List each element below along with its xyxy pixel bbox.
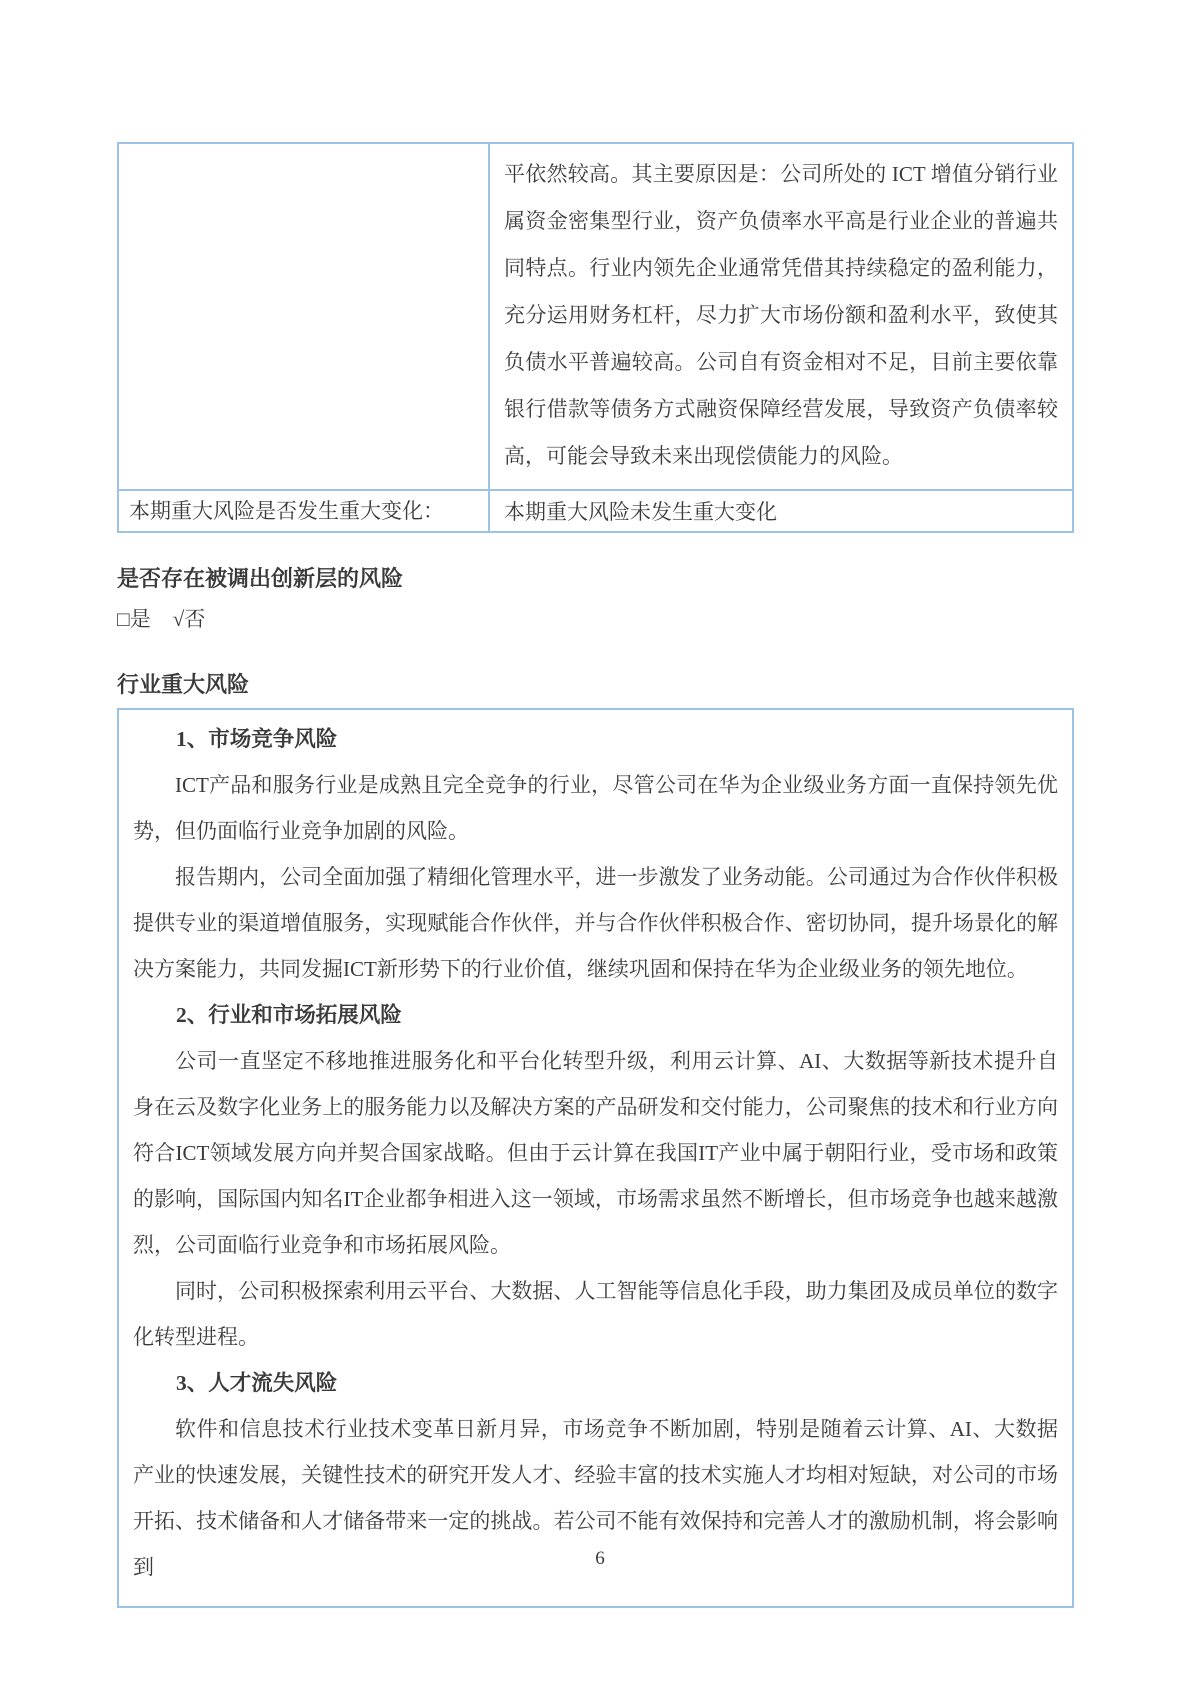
industry-risk-box [117, 708, 1074, 1608]
risk-paragraph: 软件和信息技术行业技术变革日新月异，市场竞争不断加剧，特别是随着云计算、AI、大数据产业的快速发展，关键性技术的研究开发人才、经验丰富的技术实施人才均相对短缺，对公司的市场开拓、技术储备和人才储备带来一定的挑战。若公司不能有效保持和完善人才的激励机制，将会影响到 [133, 1417, 1058, 1579]
option-yes [117, 603, 151, 635]
check-mark-icon: √ [172, 607, 185, 631]
risk-paragraph: 报告期内，公司全面加强了精细化管理水平，进一步激发了业务动能。公司通过为合作伙伴积极提供专业的渠道增值服务，实现赋能合作伙伴，并与合作伙伴积极合作、密切协同，提升场景化的解决方案能力，共同发掘ICT新形势下的行业价值，继续巩固和保持在华为企业级业务的领先地位。 [133, 865, 1058, 981]
page-number: 6 [595, 1548, 605, 1569]
risk-paragraph: 公司一直坚定不移地推进服务化和平台化转型升级，利用云计算、AI、大数据等新技术提升自身在云及数字化业务上的服务能力以及解决方案的产品研发和交付能力，公司聚焦的技术和行业方向符合ICT领域发展方向并契合国家战略。但由于云计算在我国IT产业中属于朝阳行业，受市场和政策的影响，国际国内知名IT企业都争相进入这一领域，市场需求虽然不断增长，但市场竞争也越来越激烈，公司面临行业竞争和市场拓展风险。 [133, 1049, 1058, 1257]
industry-risk-heading: 行业重大风险 [117, 672, 250, 697]
option-no [173, 603, 206, 635]
risk-subheading-3: 3、人才流失风险 [176, 1371, 338, 1395]
risk-subheading-1: 1、市场竞争风险 [176, 727, 338, 751]
risk-paragraph: 同时，公司积极探索利用云平台、大数据、人工智能等信息化手段，助力集团及成员单位的数字化转型进程。 [133, 1279, 1058, 1349]
page-content [117, 142, 1074, 1608]
risk-change-label-cell: 本期重大风险是否发生重大变化： [118, 490, 489, 532]
major-risk-table [117, 142, 1074, 533]
option-no-label: 否 [184, 607, 206, 631]
checkbox-unchecked-icon: □ [117, 607, 130, 631]
innovation-risk-heading: 是否存在被调出创新层的风险 [117, 566, 404, 591]
table-row [118, 490, 1073, 532]
risk-change-value-cell: 本期重大风险未发生重大变化 [489, 490, 1073, 532]
risk-paragraph: ICT产品和服务行业是成熟且完全竞争的行业，尽管公司在华为企业级业务方面一直保持领先优势，但仍面临行业竞争加剧的风险。 [133, 773, 1058, 843]
innovation-risk-options [117, 603, 1074, 635]
risk-label-cell-empty [118, 143, 489, 490]
risk-subheading-2: 2、行业和市场拓展风险 [176, 1003, 402, 1027]
option-yes-label: 是 [129, 607, 151, 631]
table-row [118, 143, 1073, 490]
risk-detail-cell [489, 143, 1073, 490]
risk-detail-text: 平依然较高。其主要原因是：公司所处的 ICT 增值分销行业属资金密集型行业，资产负债率水平高是行业企业的普遍共同特点。行业内领先企业通常凭借其持续稳定的盈利能力，充分运用财务杠杆，尽力扩大市场份额和盈利水平，致使其负债水平普遍较高。公司自有资金相对不足，目前主要依靠银行借款等债务方式融资保障经营发展，导致资产负债率较高，可能会导致未来出现偿债能力的风险。 [504, 162, 1058, 468]
